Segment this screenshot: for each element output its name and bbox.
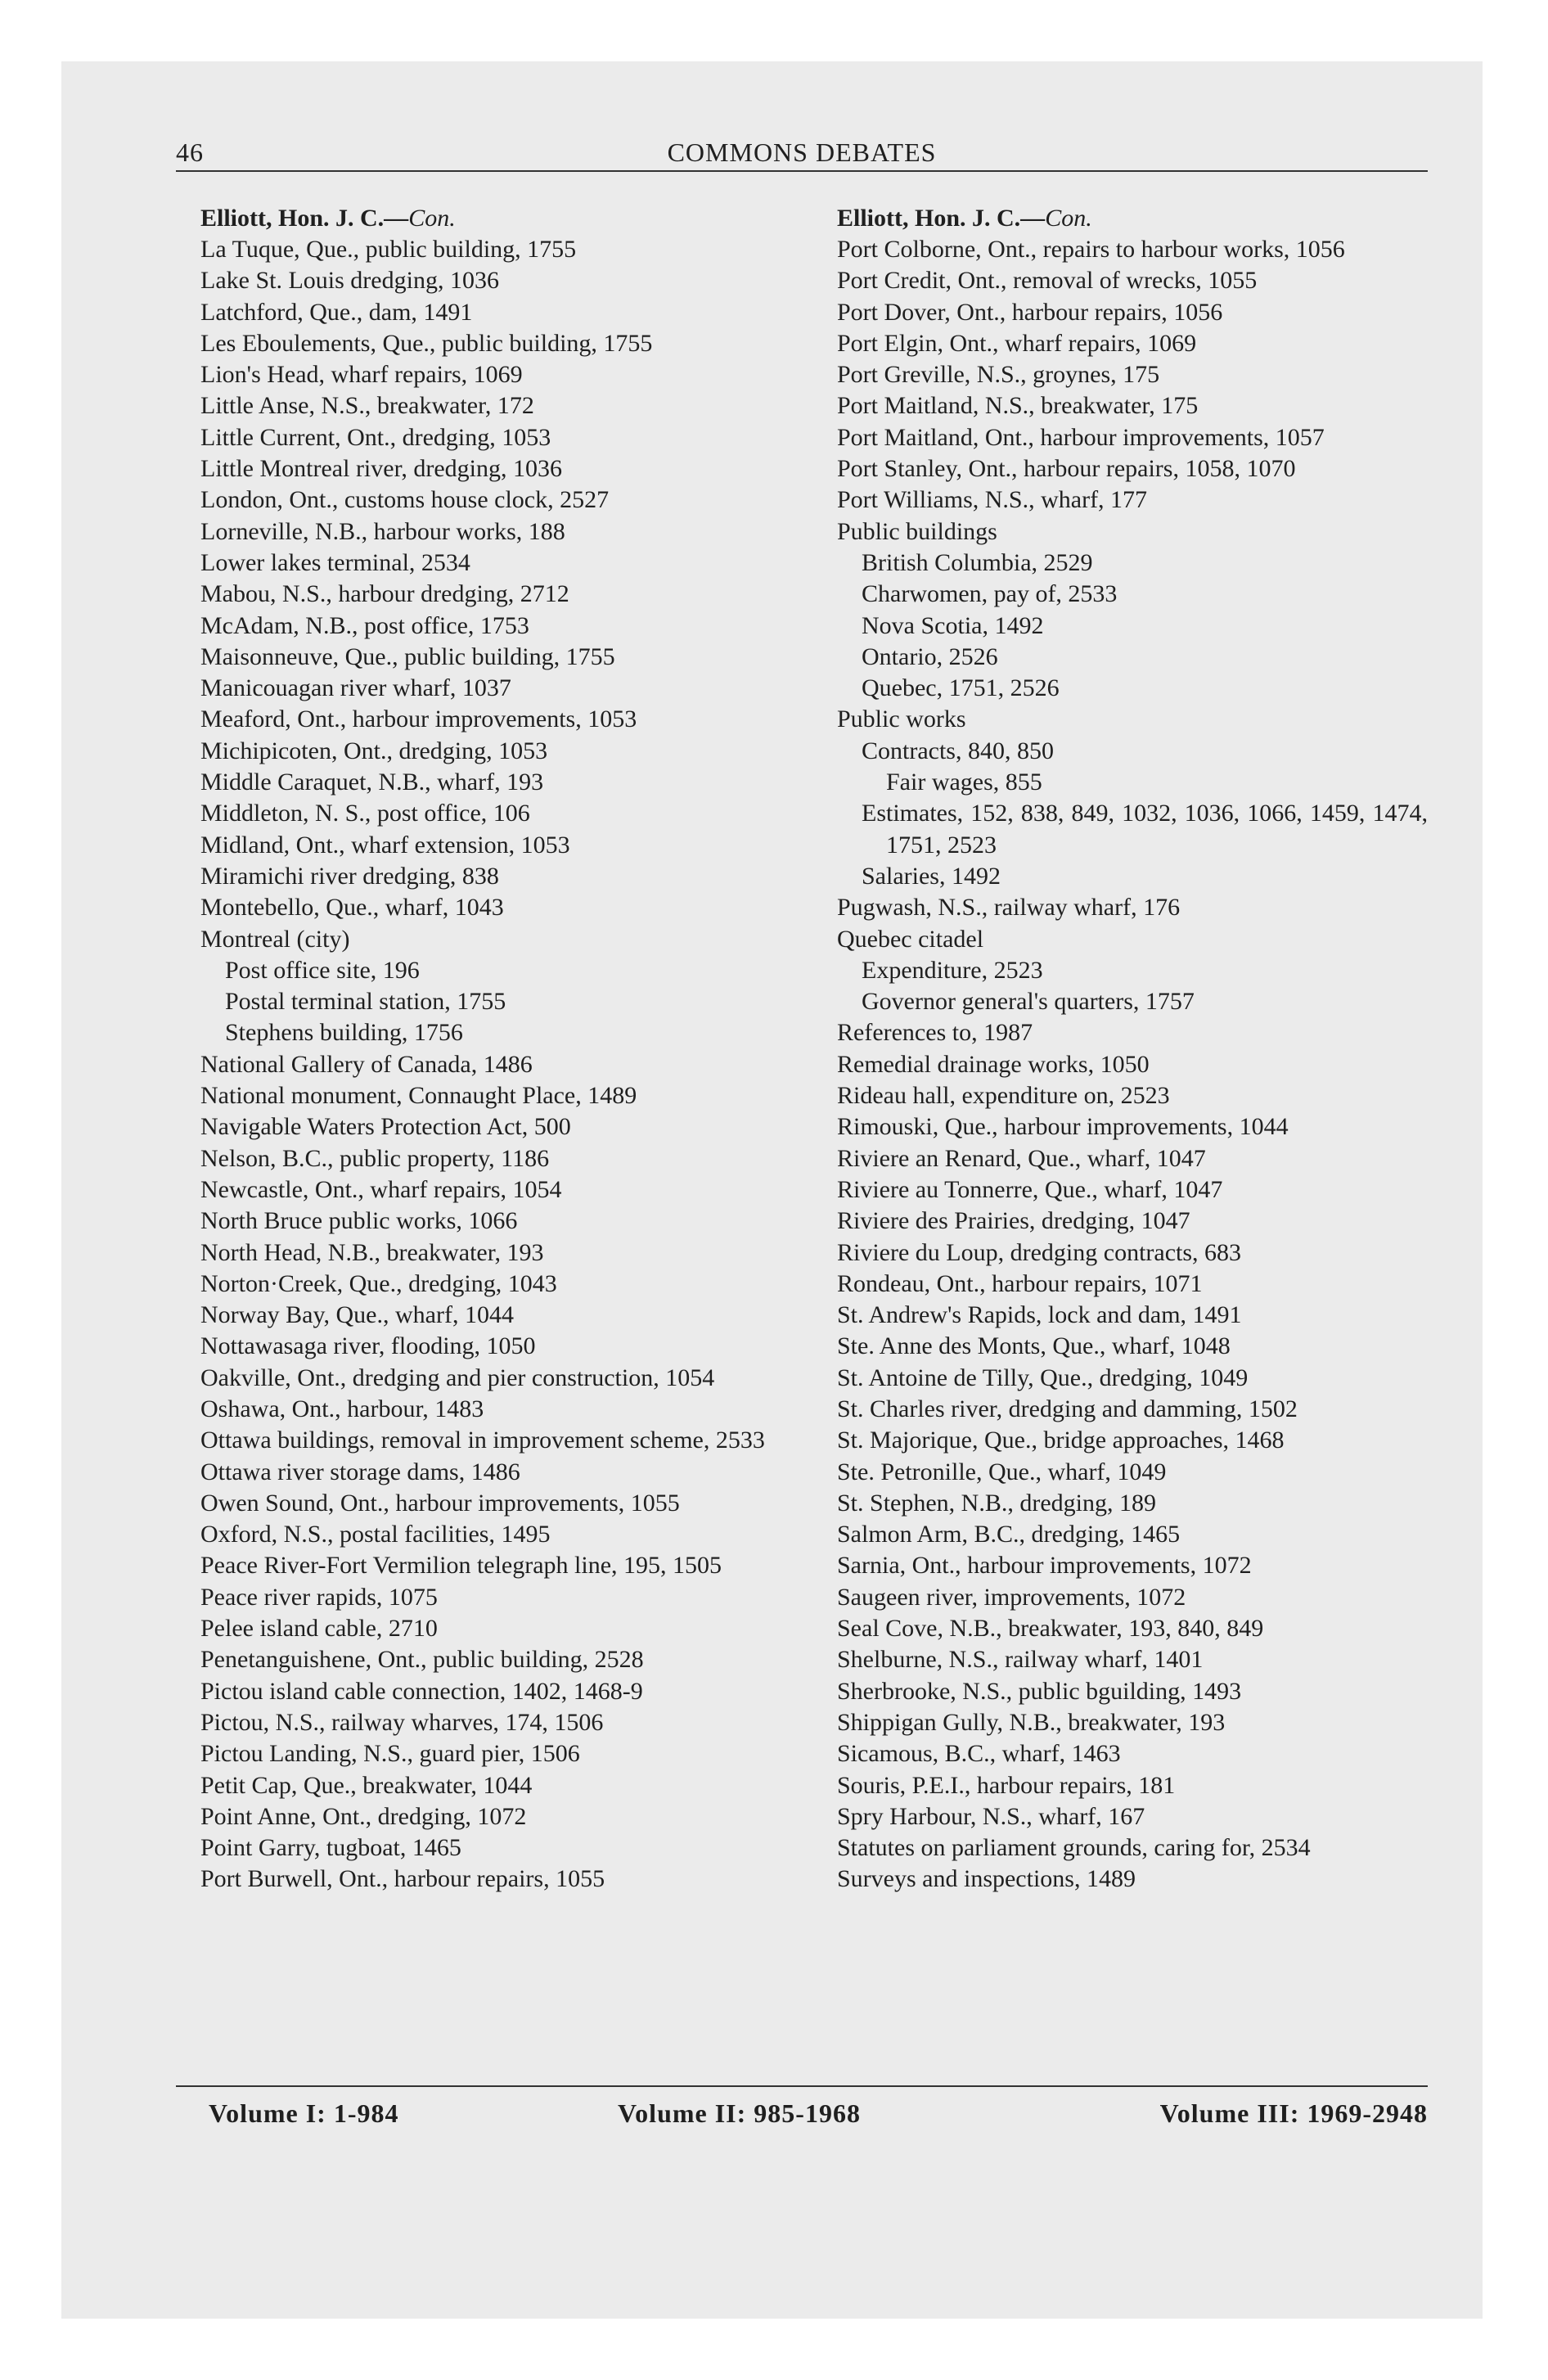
- heading-continued: Con.: [1045, 205, 1092, 232]
- index-entry: Midland, Ont., wharf extension, 1053: [200, 831, 570, 859]
- index-entry: St. Stephen, N.B., dredging, 189: [837, 1489, 1156, 1517]
- index-subentry: Ontario, 2526: [862, 642, 998, 670]
- index-entry: Port Stanley, Ont., harbour repairs, 1058, 1070: [837, 455, 1296, 483]
- index-entry: Riviere des Prairies, dredging, 1047: [837, 1207, 1190, 1235]
- index-entry: Saugeen river, improvements, 1072: [837, 1583, 1186, 1611]
- index-entry: Penetanguishene, Ont., public building, 2528: [200, 1646, 644, 1674]
- index-entry: Seal Cove, N.B., breakwater, 193, 840, 849: [837, 1615, 1264, 1643]
- index-entry: Latchford, Que., dam, 1491: [200, 298, 473, 326]
- index-entry: Public buildings: [837, 517, 997, 545]
- index-entry: Point Anne, Ont., dredging, 1072: [200, 1802, 527, 1830]
- index-entry: Mabou, N.S., harbour dredging, 2712: [200, 580, 569, 608]
- index-entry: St. Charles river, dredging and damming, 1502: [837, 1395, 1298, 1422]
- index-entry: Newcastle, Ont., wharf repairs, 1054: [200, 1175, 562, 1203]
- heading-name: Elliott, Hon. J. C.—: [200, 205, 409, 232]
- index-entry: McAdam, N.B., post office, 1753: [200, 611, 529, 639]
- index-entry: Pictou Landing, N.S., guard pier, 1506: [200, 1740, 580, 1768]
- index-entry: Navigable Waters Protection Act, 500: [200, 1113, 571, 1141]
- index-entry: Montebello, Que., wharf, 1043: [200, 894, 504, 922]
- index-subentry: Nova Scotia, 1492: [862, 611, 1044, 639]
- index-subentry: Postal terminal station, 1755: [225, 988, 506, 1016]
- index-entry: Middle Caraquet, N.B., wharf, 193: [200, 769, 544, 796]
- index-entry: Port Credit, Ont., removal of wrecks, 1055: [837, 267, 1258, 295]
- index-entry: St. Andrew's Rapids, lock and dam, 1491: [837, 1301, 1242, 1329]
- index-entry: References to, 1987: [837, 1019, 1033, 1047]
- index-entry: Maisonneuve, Que., public building, 1755: [200, 642, 615, 670]
- heading-continued: Con.: [408, 205, 456, 232]
- page-header-title: COMMONS DEBATES: [667, 137, 937, 167]
- heading-name: Elliott, Hon. J. C.—: [837, 205, 1046, 232]
- volume-range: Volume I: 1-984: [209, 2098, 399, 2128]
- index-entry: Pugwash, N.S., railway wharf, 176: [837, 894, 1181, 922]
- index-entry: National monument, Connaught Place, 1489: [200, 1082, 637, 1110]
- left-column: [200, 203, 775, 1895]
- column-heading: [837, 203, 1428, 234]
- index-entry: Rimouski, Que., harbour improvements, 1044: [837, 1113, 1289, 1141]
- index-entry: Peace river rapids, 1075: [200, 1583, 438, 1611]
- index-entry: Port Elgin, Ont., wharf repairs, 1069: [837, 329, 1197, 357]
- index-entry: Port Dover, Ont., harbour repairs, 1056: [837, 298, 1223, 326]
- index-entry: Pelee island cable, 2710: [200, 1615, 438, 1643]
- index-entry: Little Montreal river, dredging, 1036: [200, 455, 563, 483]
- index-subentry: Post office site, 196: [225, 956, 420, 984]
- index-entry: Spry Harbour, N.S., wharf, 167: [837, 1802, 1145, 1830]
- index-entry: Riviere du Loup, dredging contracts, 683: [837, 1238, 1242, 1266]
- entry-list: [837, 234, 1428, 1895]
- index-entry: Oxford, N.S., postal facilities, 1495: [200, 1521, 551, 1548]
- index-entry: Shelburne, N.S., railway wharf, 1401: [837, 1646, 1204, 1674]
- index-entry: Lorneville, N.B., harbour works, 188: [200, 517, 565, 545]
- index-entry: North Head, N.B., breakwater, 193: [200, 1238, 544, 1266]
- index-entry: Rondeau, Ont., harbour repairs, 1071: [837, 1269, 1203, 1297]
- column-heading: [200, 203, 775, 234]
- index-entry: Point Garry, tugboat, 1465: [200, 1834, 461, 1862]
- index-entry: Montreal (city): [200, 925, 350, 953]
- index-entry: Public works: [837, 705, 966, 733]
- entry-list: [200, 234, 775, 1895]
- index-entry: Oshawa, Ont., harbour, 1483: [200, 1395, 484, 1422]
- index-entry: Ottawa buildings, removal in improvement scheme, 2533: [200, 1427, 765, 1454]
- index-entry: St. Majorique, Que., bridge approaches, 1468: [837, 1427, 1285, 1454]
- index-entry: Pictou island cable connection, 1402, 1468-9: [200, 1677, 643, 1705]
- index-entry: Port Maitland, N.S., breakwater, 175: [837, 392, 1199, 420]
- index-entry: Surveys and inspections, 1489: [837, 1865, 1136, 1893]
- index-entry: Port Maitland, Ont., harbour improvements, 1057: [837, 423, 1325, 451]
- index-entry: Little Current, Ont., dredging, 1053: [200, 423, 551, 451]
- index-entry: Lion's Head, wharf repairs, 1069: [200, 361, 523, 389]
- volume-range: Volume III: 1969-2948: [1159, 2098, 1428, 2128]
- index-entry: La Tuque, Que., public building, 1755: [200, 236, 577, 263]
- index-entry: Pictou, N.S., railway wharves, 174, 1506: [200, 1708, 604, 1736]
- index-subentry: British Columbia, 2529: [862, 548, 1093, 576]
- index-entry: North Bruce public works, 1066: [200, 1207, 518, 1235]
- index-entry: Riviere au Tonnerre, Que., wharf, 1047: [837, 1175, 1223, 1203]
- index-entry: Quebec citadel: [837, 925, 984, 953]
- index-subentry: Stephens building, 1756: [225, 1019, 463, 1047]
- index-entry: Petit Cap, Que., breakwater, 1044: [200, 1771, 533, 1799]
- index-entry: Lower lakes terminal, 2534: [200, 548, 470, 576]
- right-column: [837, 203, 1428, 1895]
- index-entry: Manicouagan river wharf, 1037: [200, 674, 511, 702]
- index-entry: Port Greville, N.S., groynes, 175: [837, 361, 1160, 389]
- index-entry: Remedial drainage works, 1050: [837, 1050, 1150, 1078]
- index-entry: Nelson, B.C., public property, 1186: [200, 1144, 550, 1172]
- index-entry: Meaford, Ont., harbour improvements, 1053: [200, 705, 637, 733]
- index-entry: National Gallery of Canada, 1486: [200, 1050, 533, 1078]
- index-entry: London, Ont., customs house clock, 2527: [200, 486, 610, 514]
- index-subentry: Governor general's quarters, 1757: [862, 988, 1195, 1016]
- index-entry: Sherbrooke, N.S., public bguilding, 1493: [837, 1677, 1242, 1705]
- index-entry: Port Burwell, Ont., harbour repairs, 1055: [200, 1865, 605, 1893]
- index-entry: Salmon Arm, B.C., dredging, 1465: [837, 1521, 1181, 1548]
- footer-rule: [176, 2085, 1428, 2087]
- page-content: [176, 123, 1428, 2128]
- index-subentry: Estimates, 152, 838, 849, 1032, 1036, 1066, 1459, 1474, 1751, 2523: [862, 800, 1428, 859]
- index-entry: Nottawasaga river, flooding, 1050: [200, 1332, 536, 1360]
- index-entry: Statutes on parliament grounds, caring for, 2534: [837, 1834, 1311, 1862]
- index-entry: Little Anse, N.S., breakwater, 172: [200, 392, 534, 420]
- index-entry: Owen Sound, Ont., harbour improvements, 1055: [200, 1489, 680, 1517]
- index-entry: Norway Bay, Que., wharf, 1044: [200, 1301, 514, 1329]
- header-rule: [176, 170, 1428, 172]
- index-entry: Sicamous, B.C., wharf, 1463: [837, 1740, 1121, 1768]
- index-entry: Lake St. Louis dredging, 1036: [200, 267, 499, 295]
- index-subentry: Salaries, 1492: [862, 862, 1001, 890]
- index-subentry: Fair wages, 855: [886, 769, 1042, 796]
- index-entry: Norton·Creek, Que., dredging, 1043: [200, 1269, 557, 1297]
- index-entry: Sarnia, Ont., harbour improvements, 1072: [837, 1552, 1252, 1580]
- index-subentry: Quebec, 1751, 2526: [862, 674, 1060, 702]
- index-subentry: Charwomen, pay of, 2533: [862, 580, 1118, 608]
- index-entry: Ottawa river storage dams, 1486: [200, 1458, 520, 1485]
- index-entry: Shippigan Gully, N.B., breakwater, 193: [837, 1708, 1226, 1736]
- index-entry: Les Eboulements, Que., public building, 1755: [200, 329, 653, 357]
- index-entry: Port Williams, N.S., wharf, 177: [837, 486, 1148, 514]
- running-head: [176, 123, 1428, 174]
- index-entry: Michipicoten, Ont., dredging, 1053: [200, 737, 548, 764]
- index-entry: Oakville, Ont., dredging and pier construction, 1054: [200, 1364, 715, 1391]
- index-entry: Ste. Anne des Monts, Que., wharf, 1048: [837, 1332, 1231, 1360]
- index-entry: Souris, P.E.I., harbour repairs, 181: [837, 1771, 1176, 1799]
- index-entry: St. Antoine de Tilly, Que., dredging, 1049: [837, 1364, 1249, 1391]
- index-entry: Peace River-Fort Vermilion telegraph line, 195, 1505: [200, 1552, 722, 1580]
- index-subentry: Expenditure, 2523: [862, 956, 1043, 984]
- volume-range: Volume II: 985-1968: [618, 2098, 861, 2128]
- index-subentry: Contracts, 840, 850: [862, 737, 1054, 764]
- page-number: 46: [176, 137, 204, 167]
- index-entry: Ste. Petronille, Que., wharf, 1049: [837, 1458, 1167, 1485]
- index-entry: Middleton, N. S., post office, 106: [200, 800, 530, 827]
- index-entry: Port Colborne, Ont., repairs to harbour works, 1056: [837, 236, 1345, 263]
- index-entry: Riviere an Renard, Que., wharf, 1047: [837, 1144, 1206, 1172]
- index-entry: Miramichi river dredging, 838: [200, 862, 499, 890]
- index-entry: Rideau hall, expenditure on, 2523: [837, 1082, 1170, 1110]
